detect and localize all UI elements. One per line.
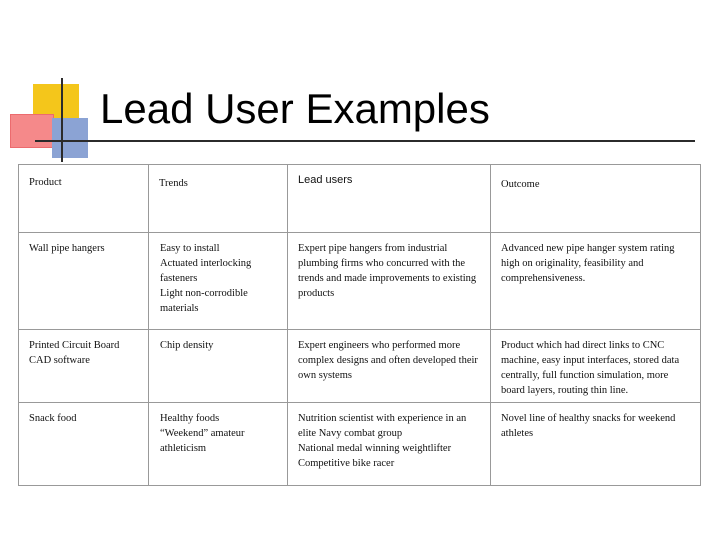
cell-outcome: Advanced new pipe hanger system rating high on originality, feasibility and comprehensiveness. bbox=[491, 233, 700, 330]
header-lead-users: Lead users bbox=[288, 165, 491, 233]
cell-trends: Chip density bbox=[149, 330, 288, 403]
logo-vertical-rule bbox=[61, 78, 63, 162]
lead-user-table bbox=[18, 164, 701, 486]
logo-blue-square bbox=[52, 118, 88, 158]
cell-product: Snack food bbox=[19, 403, 149, 485]
header-trends: Trends bbox=[149, 165, 288, 233]
logo-red-square bbox=[10, 114, 54, 148]
cell-outcome: Novel line of healthy snacks for weekend athletes bbox=[501, 413, 676, 439]
cell-lead-users: Nutrition scientist with experience in an elite Navy combat group National medal winning weightlifter Competitive bike racer bbox=[288, 403, 491, 485]
slide-title: Lead User Examples bbox=[100, 85, 490, 132]
title-underline-rule bbox=[35, 140, 695, 142]
cell-product: Printed Circuit Board CAD software bbox=[19, 330, 149, 403]
cell-trends: Easy to install Actuated interlocking fasteners Light non-corrodible materials bbox=[149, 233, 288, 330]
cell-lead-users: Expert engineers who performed more complex designs and often developed their own systems bbox=[288, 330, 491, 403]
cell-product: Wall pipe hangers bbox=[19, 233, 149, 330]
header-product: Product bbox=[19, 165, 149, 233]
cell-lead-users: Expert pipe hangers from industrial plumbing firms who concurred with the trends and made improvements to existing products bbox=[288, 233, 491, 330]
header-outcome: Outcome bbox=[491, 165, 700, 233]
cell-trends: Healthy foods “Weekend” amateur athleticism bbox=[149, 403, 288, 485]
cell-outcome: Product which had direct links to CNC machine, easy input interfaces, stored data centrally, full function simulation, more board layers, routing thin line. bbox=[491, 330, 700, 403]
